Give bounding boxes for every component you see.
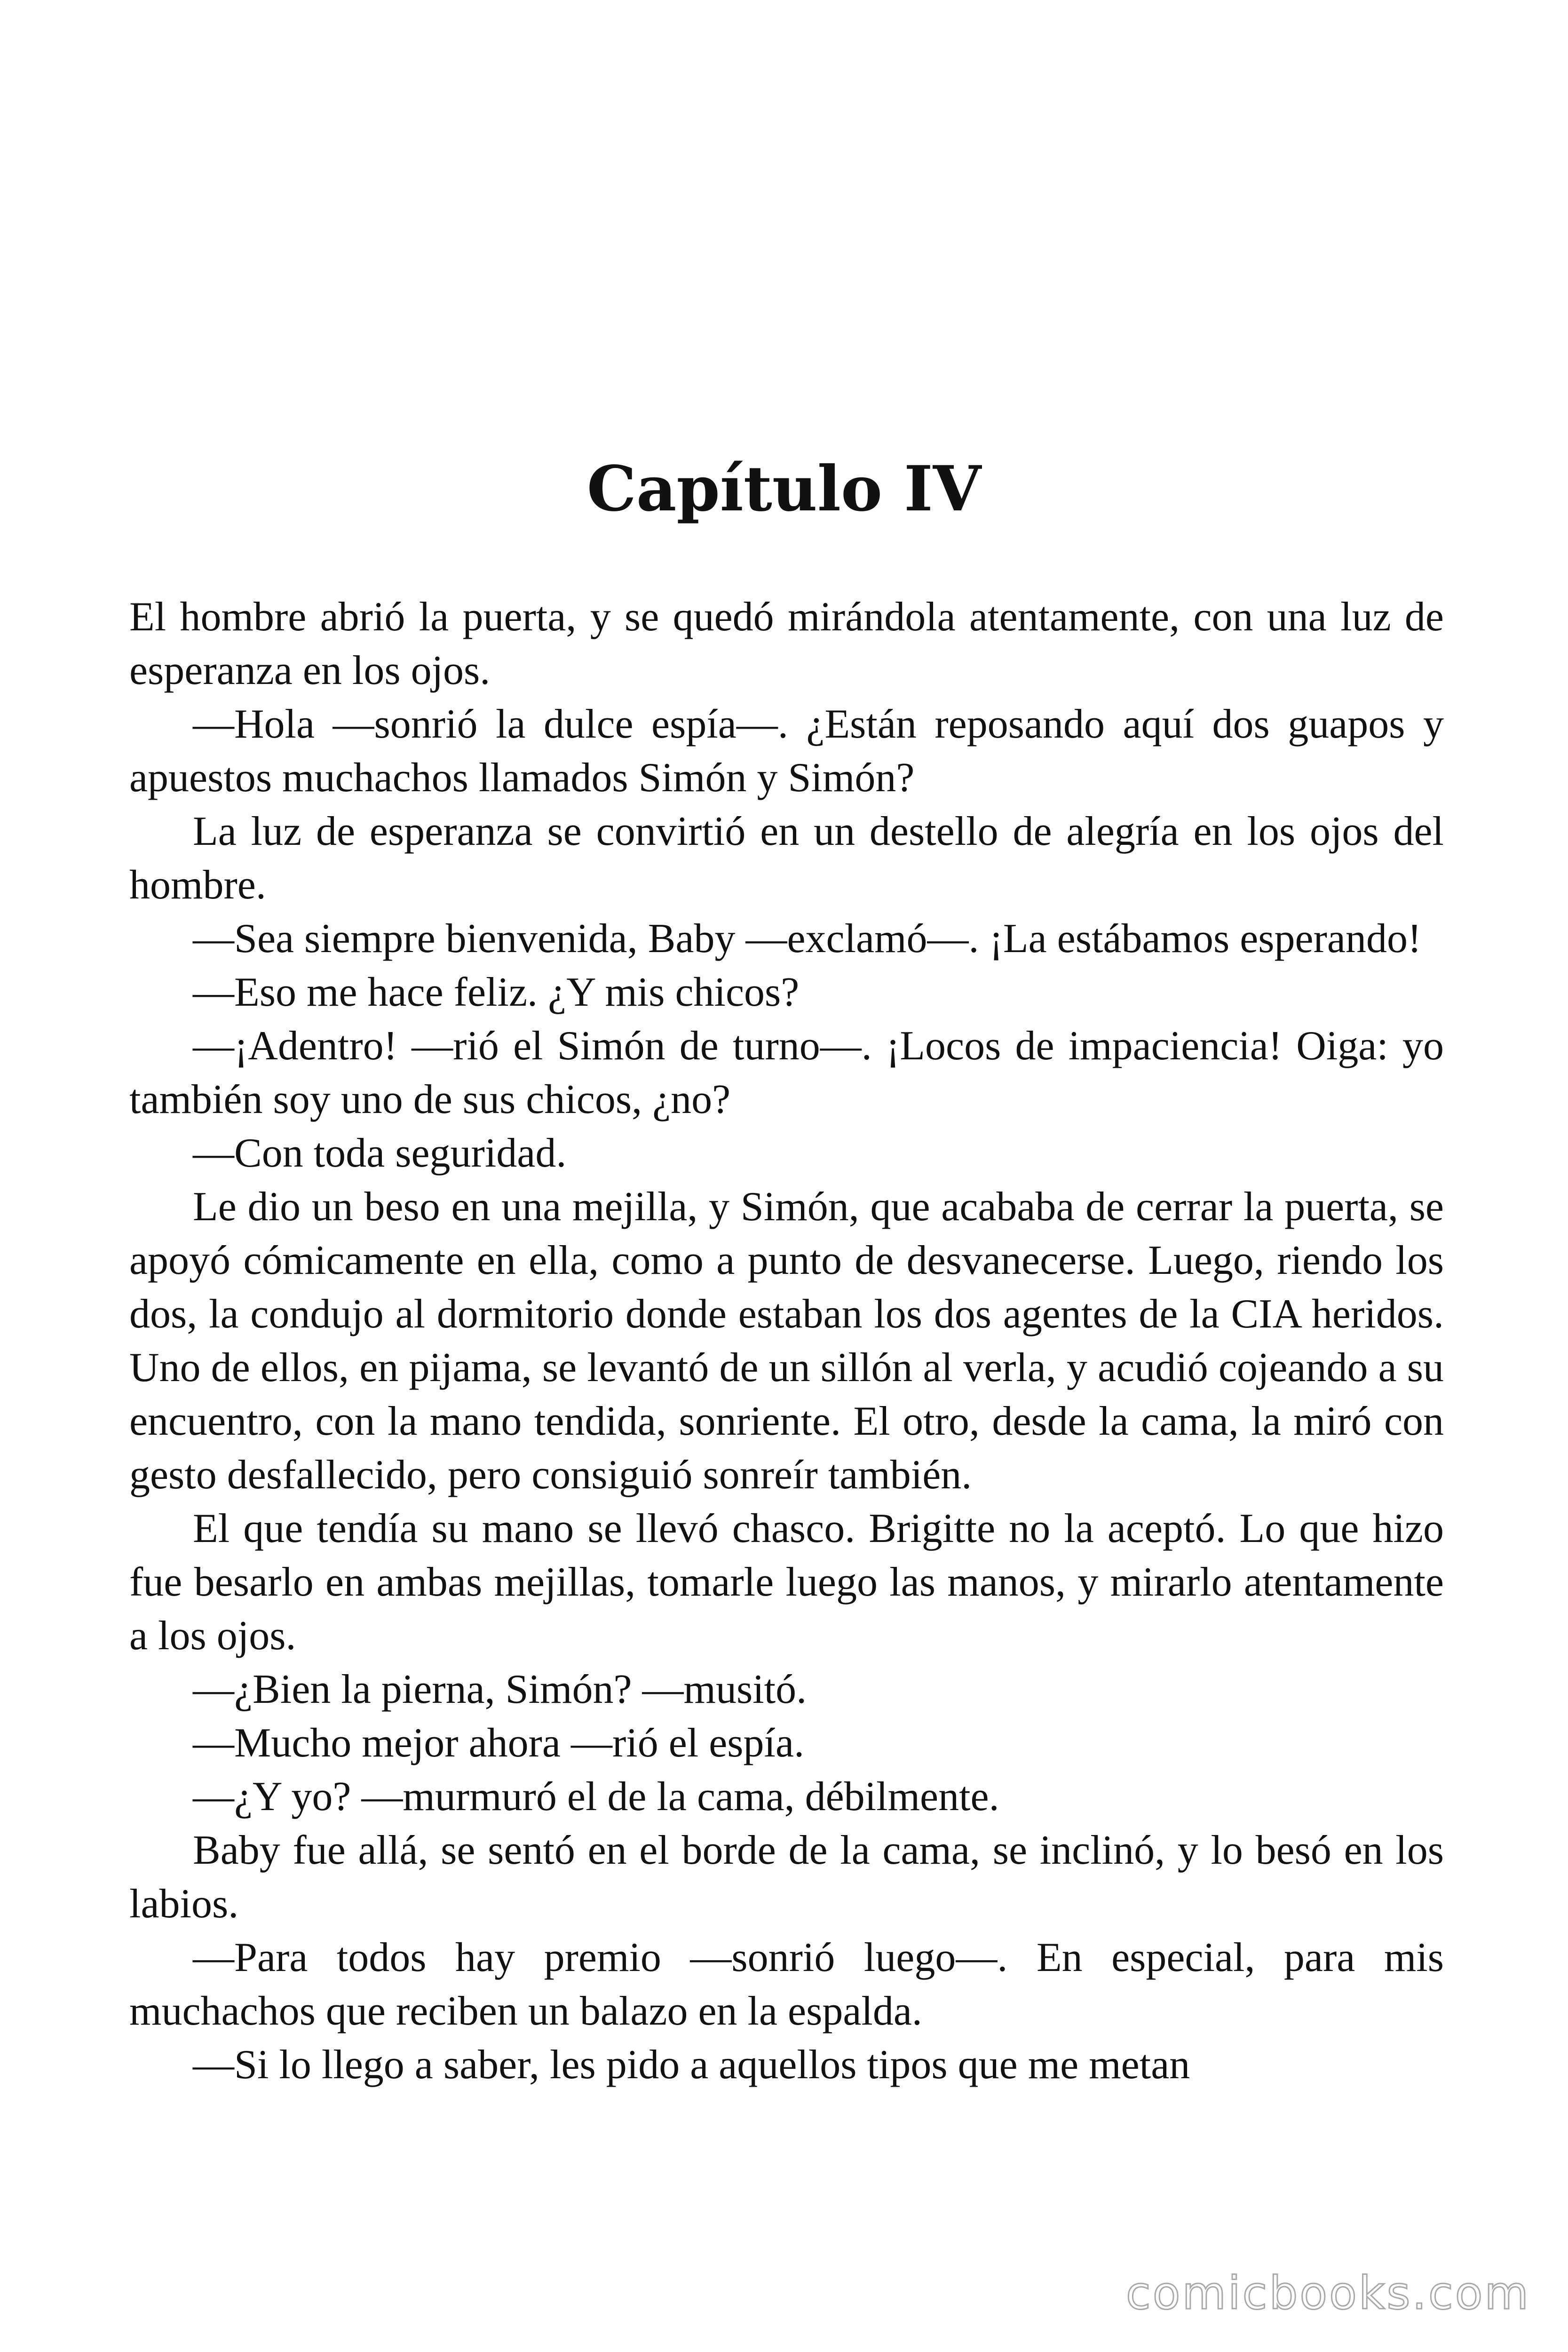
paragraph: Baby fue allá, se sentó en el borde de la cama, se inclinó, y lo besó en los labios. [129, 1828, 1444, 1927]
paragraph: —¿Bien la pierna, Simón? —musitó. [193, 1667, 807, 1712]
paragraph: —Eso me hace feliz. ¿Y mis chicos? [193, 969, 800, 1015]
paragraph: Le dio un beso en una mejilla, y Simón, que acababa de cerrar la puerta, se apoyó cómicamente en ella, como a punto de desvanecerse. Luego, riendo los dos, la condujo al dormitorio donde estaban los dos agentes de la CIA heridos. Uno de ellos, en pijama, se levantó de un sillón al verla, y acudió cojeando a su encuentro, con la mano tendida, sonriente. El otro, desde la cama, la miró con gesto desfallecido, pero consiguió sonreír también. [129, 1184, 1444, 1498]
paragraph: El hombre abrió la puerta, y se quedó mirándola atentamente, con una luz de esperanza en los ojos. [129, 594, 1444, 693]
paragraph: —¡Adentro! —rió el Simón de turno—. ¡Locos de impaciencia! Oiga: yo también soy uno de sus chicos, ¿no? [129, 1023, 1444, 1122]
paragraph: —Mucho mejor ahora —rió el espía. [193, 1720, 805, 1766]
chapter-body [129, 590, 1444, 2092]
paragraph: —Para todos hay premio —sonrió luego—. En especial, para mis muchachos que reciben un balazo en la espalda. [129, 1935, 1444, 2034]
paragraph: El que tendía su mano se llevó chasco. Brigitte no la aceptó. Lo que hizo fue besarlo en ambas mejillas, tomarle luego las manos, y mirarlo atentamente a los ojos. [129, 1506, 1444, 1659]
paragraph: —Si lo llego a saber, les pido a aquellos tipos que me metan [193, 2042, 1190, 2088]
paragraph: —Hola —sonrió la dulce espía—. ¿Están reposando aquí dos guapos y apuestos muchachos llamados Simón y Simón? [129, 701, 1444, 801]
chapter-title: Capítulo IV [586, 453, 982, 525]
watermark: comicbooks.com [1125, 2267, 1530, 2320]
paragraph: —Con toda seguridad. [193, 1130, 567, 1176]
paragraph: La luz de esperanza se convirtió en un destello de alegría en los ojos del hombre. [129, 809, 1444, 908]
paragraph: —¿Y yo? —murmuró el de la cama, débilmente. [193, 1774, 999, 1820]
paragraph: —Sea siempre bienvenida, Baby —exclamó—. ¡La estábamos esperando! [193, 916, 1422, 961]
